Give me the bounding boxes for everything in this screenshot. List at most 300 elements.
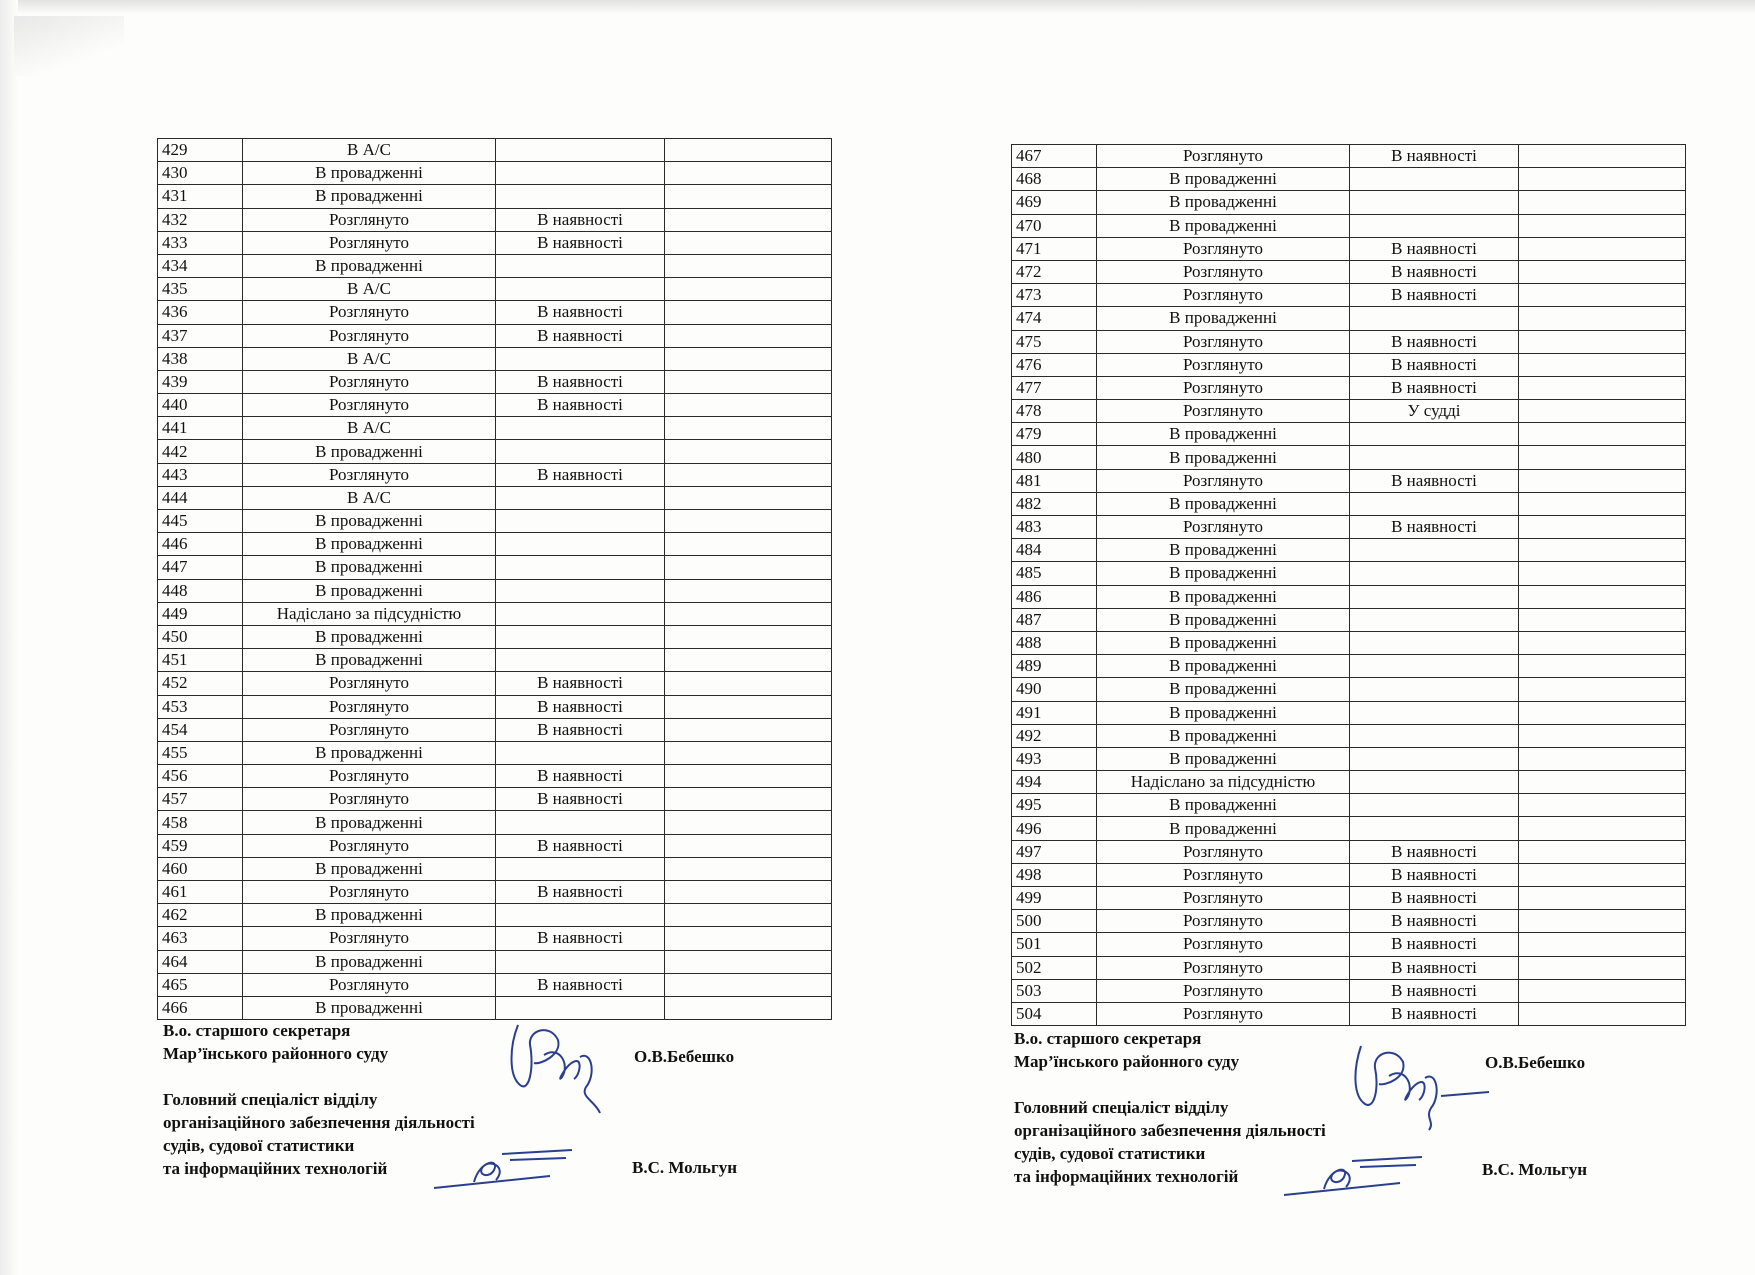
row-location-cell xyxy=(1350,168,1519,191)
row-number-cell: 476 xyxy=(1012,353,1097,376)
row-location-cell xyxy=(496,649,665,672)
secretary-title-line2-right: Мар’їнського районного суду xyxy=(1014,1052,1240,1071)
row-location-cell xyxy=(1350,191,1519,214)
row-note-cell xyxy=(665,718,832,741)
row-number-cell: 462 xyxy=(158,904,243,927)
row-status-cell: Розглянуто xyxy=(243,973,496,996)
row-location-cell xyxy=(496,510,665,533)
specialist-title-line3: судів, судової статистики xyxy=(163,1136,355,1155)
table-row xyxy=(158,254,832,277)
table-row xyxy=(1012,191,1686,214)
row-status-cell: В провадженні xyxy=(1097,747,1350,770)
row-status-cell: В провадженні xyxy=(1097,631,1350,654)
row-status-cell: В провадженні xyxy=(1097,539,1350,562)
row-note-cell xyxy=(1519,840,1686,863)
table-row xyxy=(1012,724,1686,747)
secretary-title-line2: Мар’їнського районного суду xyxy=(163,1044,389,1063)
row-status-cell: В провадженні xyxy=(243,950,496,973)
row-location-cell xyxy=(1350,724,1519,747)
table-row xyxy=(1012,910,1686,933)
row-location-cell xyxy=(496,417,665,440)
row-location-cell: В наявності xyxy=(1350,910,1519,933)
row-status-cell: В провадженні xyxy=(243,185,496,208)
table-row xyxy=(158,834,832,857)
row-status-cell: Розглянуто xyxy=(1097,516,1350,539)
table-row xyxy=(158,394,832,417)
row-note-cell xyxy=(1519,284,1686,307)
row-note-cell xyxy=(1519,794,1686,817)
row-number-cell: 486 xyxy=(1012,585,1097,608)
row-status-cell: В провадженні xyxy=(1097,701,1350,724)
row-status-cell: Розглянуто xyxy=(1097,840,1350,863)
table-row xyxy=(158,440,832,463)
row-number-cell: 496 xyxy=(1012,817,1097,840)
right-page xyxy=(1011,144,1686,1026)
row-number-cell: 463 xyxy=(158,927,243,950)
row-location-cell xyxy=(496,347,665,370)
specialist-title-line4-right: та інформаційних технологій xyxy=(1014,1167,1239,1186)
row-note-cell xyxy=(665,510,832,533)
row-note-cell xyxy=(1519,1002,1686,1025)
table-row xyxy=(158,672,832,695)
table-row xyxy=(1012,353,1686,376)
row-location-cell xyxy=(1350,817,1519,840)
right-secretary-name: О.В.Бебешко xyxy=(1485,1053,1586,1072)
row-note-cell xyxy=(1519,214,1686,237)
row-note-cell xyxy=(1519,516,1686,539)
row-note-cell xyxy=(665,324,832,347)
row-status-cell: Розглянуто xyxy=(1097,910,1350,933)
row-location-cell xyxy=(496,579,665,602)
row-status-cell: В провадженні xyxy=(1097,678,1350,701)
table-row xyxy=(1012,585,1686,608)
row-note-cell xyxy=(665,579,832,602)
row-number-cell: 468 xyxy=(1012,168,1097,191)
row-location-cell xyxy=(496,857,665,880)
row-status-cell: Розглянуто xyxy=(243,881,496,904)
row-status-cell: Розглянуто xyxy=(243,927,496,950)
table-row xyxy=(1012,1002,1686,1025)
row-number-cell: 434 xyxy=(158,254,243,277)
row-location-cell xyxy=(1350,307,1519,330)
left-secretary-name: О.В.Бебешко xyxy=(634,1047,735,1066)
row-note-cell xyxy=(1519,376,1686,399)
row-status-cell: Розглянуто xyxy=(1097,376,1350,399)
row-note-cell xyxy=(665,625,832,648)
row-status-cell: В провадженні xyxy=(243,579,496,602)
row-number-cell: 502 xyxy=(1012,956,1097,979)
table-row xyxy=(1012,145,1686,168)
row-note-cell xyxy=(665,649,832,672)
row-location-cell xyxy=(496,950,665,973)
row-number-cell: 455 xyxy=(158,741,243,764)
row-location-cell: В наявності xyxy=(496,394,665,417)
left-page xyxy=(157,138,832,1020)
row-note-cell xyxy=(1519,887,1686,910)
row-status-cell: Розглянуто xyxy=(243,718,496,741)
row-status-cell: Розглянуто xyxy=(1097,956,1350,979)
table-row xyxy=(158,370,832,393)
row-note-cell xyxy=(1519,910,1686,933)
row-location-cell xyxy=(496,741,665,764)
row-number-cell: 459 xyxy=(158,834,243,857)
row-number-cell: 504 xyxy=(1012,1002,1097,1025)
row-location-cell: В наявності xyxy=(496,973,665,996)
row-number-cell: 498 xyxy=(1012,863,1097,886)
row-number-cell: 458 xyxy=(158,811,243,834)
row-note-cell xyxy=(665,788,832,811)
table-row xyxy=(158,765,832,788)
row-number-cell: 448 xyxy=(158,579,243,602)
table-row xyxy=(1012,446,1686,469)
row-note-cell xyxy=(665,208,832,231)
row-status-cell: В провадженні xyxy=(1097,585,1350,608)
row-note-cell xyxy=(665,927,832,950)
row-location-cell: В наявності xyxy=(1350,516,1519,539)
row-status-cell: В провадженні xyxy=(243,741,496,764)
row-status-cell: В провадженні xyxy=(243,857,496,880)
row-location-cell xyxy=(496,533,665,556)
left-specialist-signature xyxy=(430,1140,580,1195)
table-row xyxy=(1012,887,1686,910)
row-number-cell: 483 xyxy=(1012,516,1097,539)
row-number-cell: 461 xyxy=(158,881,243,904)
row-status-cell: Розглянуто xyxy=(243,765,496,788)
row-location-cell xyxy=(496,486,665,509)
row-location-cell xyxy=(1350,794,1519,817)
row-number-cell: 446 xyxy=(158,533,243,556)
table-row xyxy=(158,904,832,927)
table-row xyxy=(1012,214,1686,237)
row-status-cell: В провадженні xyxy=(1097,214,1350,237)
row-location-cell: В наявності xyxy=(1350,330,1519,353)
row-number-cell: 472 xyxy=(1012,260,1097,283)
row-location-cell xyxy=(1350,771,1519,794)
table-row xyxy=(158,625,832,648)
row-note-cell xyxy=(1519,307,1686,330)
row-location-cell: В наявності xyxy=(496,324,665,347)
row-status-cell: В провадженні xyxy=(243,510,496,533)
row-location-cell xyxy=(1350,423,1519,446)
table-row xyxy=(1012,933,1686,956)
row-location-cell xyxy=(496,904,665,927)
row-note-cell xyxy=(1519,956,1686,979)
row-location-cell: В наявності xyxy=(1350,933,1519,956)
row-status-cell: В провадженні xyxy=(1097,724,1350,747)
row-note-cell xyxy=(1519,979,1686,1002)
row-status-cell: Розглянуто xyxy=(243,301,496,324)
row-location-cell xyxy=(496,254,665,277)
row-location-cell: В наявності xyxy=(496,881,665,904)
row-status-cell: Розглянуто xyxy=(1097,353,1350,376)
table-row xyxy=(1012,655,1686,678)
row-status-cell: В провадженні xyxy=(243,162,496,185)
row-location-cell xyxy=(496,602,665,625)
row-number-cell: 441 xyxy=(158,417,243,440)
row-status-cell: В провадженні xyxy=(1097,191,1350,214)
table-row xyxy=(158,579,832,602)
table-row xyxy=(158,139,832,162)
row-status-cell: В провадженні xyxy=(243,556,496,579)
table-row xyxy=(1012,492,1686,515)
row-location-cell xyxy=(496,811,665,834)
left-table-body xyxy=(158,139,832,1020)
row-number-cell: 480 xyxy=(1012,446,1097,469)
row-status-cell: Розглянуто xyxy=(1097,330,1350,353)
row-status-cell: В провадженні xyxy=(1097,307,1350,330)
left-secretary-signature xyxy=(500,1005,620,1125)
row-number-cell: 456 xyxy=(158,765,243,788)
table-row xyxy=(158,301,832,324)
row-note-cell xyxy=(665,440,832,463)
table-row xyxy=(1012,956,1686,979)
row-number-cell: 471 xyxy=(1012,237,1097,260)
row-number-cell: 490 xyxy=(1012,678,1097,701)
row-number-cell: 492 xyxy=(1012,724,1097,747)
row-location-cell: В наявності xyxy=(496,765,665,788)
row-number-cell: 484 xyxy=(1012,539,1097,562)
row-note-cell xyxy=(1519,168,1686,191)
table-row xyxy=(1012,701,1686,724)
row-status-cell: В провадженні xyxy=(243,811,496,834)
scan-edge-top xyxy=(0,0,1755,14)
table-row xyxy=(158,486,832,509)
row-status-cell: В провадженні xyxy=(1097,608,1350,631)
row-note-cell xyxy=(665,672,832,695)
left-register-table xyxy=(157,138,832,1020)
row-location-cell xyxy=(1350,562,1519,585)
row-location-cell xyxy=(1350,608,1519,631)
row-status-cell: В А/С xyxy=(243,486,496,509)
row-status-cell: Розглянуто xyxy=(1097,887,1350,910)
row-note-cell xyxy=(1519,701,1686,724)
row-number-cell: 503 xyxy=(1012,979,1097,1002)
row-status-cell: В провадженні xyxy=(243,904,496,927)
table-row xyxy=(1012,516,1686,539)
table-row xyxy=(158,950,832,973)
row-note-cell xyxy=(665,996,832,1019)
row-number-cell: 440 xyxy=(158,394,243,417)
row-location-cell: В наявності xyxy=(496,463,665,486)
row-number-cell: 464 xyxy=(158,950,243,973)
row-note-cell xyxy=(1519,631,1686,654)
row-location-cell xyxy=(1350,539,1519,562)
row-number-cell: 447 xyxy=(158,556,243,579)
row-location-cell xyxy=(496,139,665,162)
row-number-cell: 501 xyxy=(1012,933,1097,956)
row-location-cell: В наявності xyxy=(1350,376,1519,399)
row-number-cell: 473 xyxy=(1012,284,1097,307)
right-register-table xyxy=(1011,144,1686,1026)
specialist-title-line4: та інформаційних технологій xyxy=(163,1159,388,1178)
row-status-cell: Розглянуто xyxy=(1097,979,1350,1002)
row-number-cell: 475 xyxy=(1012,330,1097,353)
table-row xyxy=(1012,979,1686,1002)
row-note-cell xyxy=(665,556,832,579)
row-number-cell: 495 xyxy=(1012,794,1097,817)
row-status-cell: Розглянуто xyxy=(1097,933,1350,956)
row-location-cell xyxy=(1350,747,1519,770)
right-signature-block xyxy=(1014,1027,1326,1188)
row-location-cell xyxy=(1350,446,1519,469)
table-row xyxy=(158,927,832,950)
table-row xyxy=(158,324,832,347)
table-row xyxy=(158,278,832,301)
row-status-cell: Розглянуто xyxy=(243,672,496,695)
row-status-cell: В провадженні xyxy=(1097,168,1350,191)
row-location-cell: В наявності xyxy=(496,208,665,231)
row-status-cell: Надіслано за підсудністю xyxy=(243,602,496,625)
row-note-cell xyxy=(1519,469,1686,492)
row-location-cell xyxy=(1350,631,1519,654)
secretary-title-line1-right: В.о. старшого секретаря xyxy=(1014,1029,1202,1048)
row-status-cell: В провадженні xyxy=(1097,492,1350,515)
row-location-cell xyxy=(1350,585,1519,608)
table-row xyxy=(1012,469,1686,492)
row-note-cell xyxy=(1519,539,1686,562)
row-note-cell xyxy=(665,347,832,370)
row-status-cell: Розглянуто xyxy=(243,788,496,811)
row-status-cell: В провадженні xyxy=(1097,794,1350,817)
row-note-cell xyxy=(1519,863,1686,886)
table-row xyxy=(158,741,832,764)
row-note-cell xyxy=(665,254,832,277)
row-status-cell: Розглянуто xyxy=(243,208,496,231)
row-note-cell xyxy=(1519,400,1686,423)
row-note-cell xyxy=(665,417,832,440)
row-status-cell: В провадженні xyxy=(243,254,496,277)
row-location-cell xyxy=(496,440,665,463)
scan-edge-left xyxy=(0,0,18,1275)
row-status-cell: Надіслано за підсудністю xyxy=(1097,771,1350,794)
row-number-cell: 474 xyxy=(1012,307,1097,330)
row-location-cell: В наявності xyxy=(1350,353,1519,376)
row-location-cell: В наявності xyxy=(1350,840,1519,863)
row-number-cell: 432 xyxy=(158,208,243,231)
row-number-cell: 478 xyxy=(1012,400,1097,423)
row-status-cell: В провадженні xyxy=(243,996,496,1019)
row-status-cell: Розглянуто xyxy=(1097,1002,1350,1025)
row-location-cell xyxy=(496,556,665,579)
row-note-cell xyxy=(665,904,832,927)
table-row xyxy=(1012,863,1686,886)
row-location-cell: В наявності xyxy=(1350,260,1519,283)
table-row xyxy=(1012,168,1686,191)
table-row xyxy=(158,996,832,1019)
row-note-cell xyxy=(1519,817,1686,840)
row-number-cell: 435 xyxy=(158,278,243,301)
row-status-cell: В провадженні xyxy=(1097,423,1350,446)
row-location-cell: В наявності xyxy=(496,231,665,254)
row-note-cell xyxy=(665,486,832,509)
row-location-cell xyxy=(496,185,665,208)
row-note-cell xyxy=(665,741,832,764)
row-location-cell xyxy=(1350,678,1519,701)
row-location-cell: В наявності xyxy=(496,927,665,950)
table-row xyxy=(1012,562,1686,585)
table-row xyxy=(158,857,832,880)
row-status-cell: Розглянуто xyxy=(1097,863,1350,886)
table-row xyxy=(1012,817,1686,840)
row-note-cell xyxy=(665,950,832,973)
table-row xyxy=(158,208,832,231)
right-specialist-name: В.С. Мольгун xyxy=(1482,1160,1588,1179)
row-number-cell: 429 xyxy=(158,139,243,162)
row-note-cell xyxy=(665,834,832,857)
row-note-cell xyxy=(665,973,832,996)
row-location-cell: В наявності xyxy=(496,672,665,695)
row-note-cell xyxy=(665,394,832,417)
table-row xyxy=(1012,376,1686,399)
right-specialist-signature xyxy=(1280,1145,1430,1200)
row-note-cell xyxy=(1519,191,1686,214)
row-number-cell: 431 xyxy=(158,185,243,208)
row-note-cell xyxy=(665,463,832,486)
row-number-cell: 450 xyxy=(158,625,243,648)
row-number-cell: 465 xyxy=(158,973,243,996)
row-location-cell xyxy=(1350,655,1519,678)
table-row xyxy=(1012,423,1686,446)
table-row xyxy=(158,649,832,672)
row-number-cell: 451 xyxy=(158,649,243,672)
row-number-cell: 437 xyxy=(158,324,243,347)
row-location-cell: В наявності xyxy=(496,788,665,811)
row-number-cell: 477 xyxy=(1012,376,1097,399)
row-location-cell: В наявності xyxy=(496,301,665,324)
table-row xyxy=(1012,794,1686,817)
row-status-cell: Розглянуто xyxy=(243,370,496,393)
row-number-cell: 454 xyxy=(158,718,243,741)
table-row xyxy=(1012,539,1686,562)
row-location-cell: В наявності xyxy=(1350,887,1519,910)
row-note-cell xyxy=(1519,492,1686,515)
row-note-cell xyxy=(1519,585,1686,608)
row-note-cell xyxy=(1519,655,1686,678)
table-row xyxy=(158,556,832,579)
row-location-cell xyxy=(496,278,665,301)
row-status-cell: В провадженні xyxy=(1097,562,1350,585)
row-number-cell: 485 xyxy=(1012,562,1097,585)
row-status-cell: Розглянуто xyxy=(1097,145,1350,168)
row-location-cell: В наявності xyxy=(1350,956,1519,979)
row-status-cell: В провадженні xyxy=(243,649,496,672)
row-status-cell: Розглянуто xyxy=(243,231,496,254)
row-number-cell: 444 xyxy=(158,486,243,509)
specialist-title-line1-right: Головний спеціаліст відділу xyxy=(1014,1098,1229,1117)
row-number-cell: 457 xyxy=(158,788,243,811)
row-number-cell: 499 xyxy=(1012,887,1097,910)
row-note-cell xyxy=(1519,562,1686,585)
row-status-cell: В провадженні xyxy=(243,440,496,463)
row-note-cell xyxy=(1519,330,1686,353)
row-status-cell: В А/С xyxy=(243,347,496,370)
row-status-cell: В провадженні xyxy=(1097,655,1350,678)
row-status-cell: В А/С xyxy=(243,278,496,301)
row-number-cell: 488 xyxy=(1012,631,1097,654)
table-row xyxy=(158,718,832,741)
row-number-cell: 460 xyxy=(158,857,243,880)
row-number-cell: 489 xyxy=(1012,655,1097,678)
row-status-cell: Розглянуто xyxy=(243,463,496,486)
table-row xyxy=(158,533,832,556)
row-location-cell: В наявності xyxy=(1350,1002,1519,1025)
row-note-cell xyxy=(1519,237,1686,260)
table-row xyxy=(158,510,832,533)
row-note-cell xyxy=(665,765,832,788)
row-note-cell xyxy=(665,301,832,324)
row-number-cell: 442 xyxy=(158,440,243,463)
row-number-cell: 449 xyxy=(158,602,243,625)
